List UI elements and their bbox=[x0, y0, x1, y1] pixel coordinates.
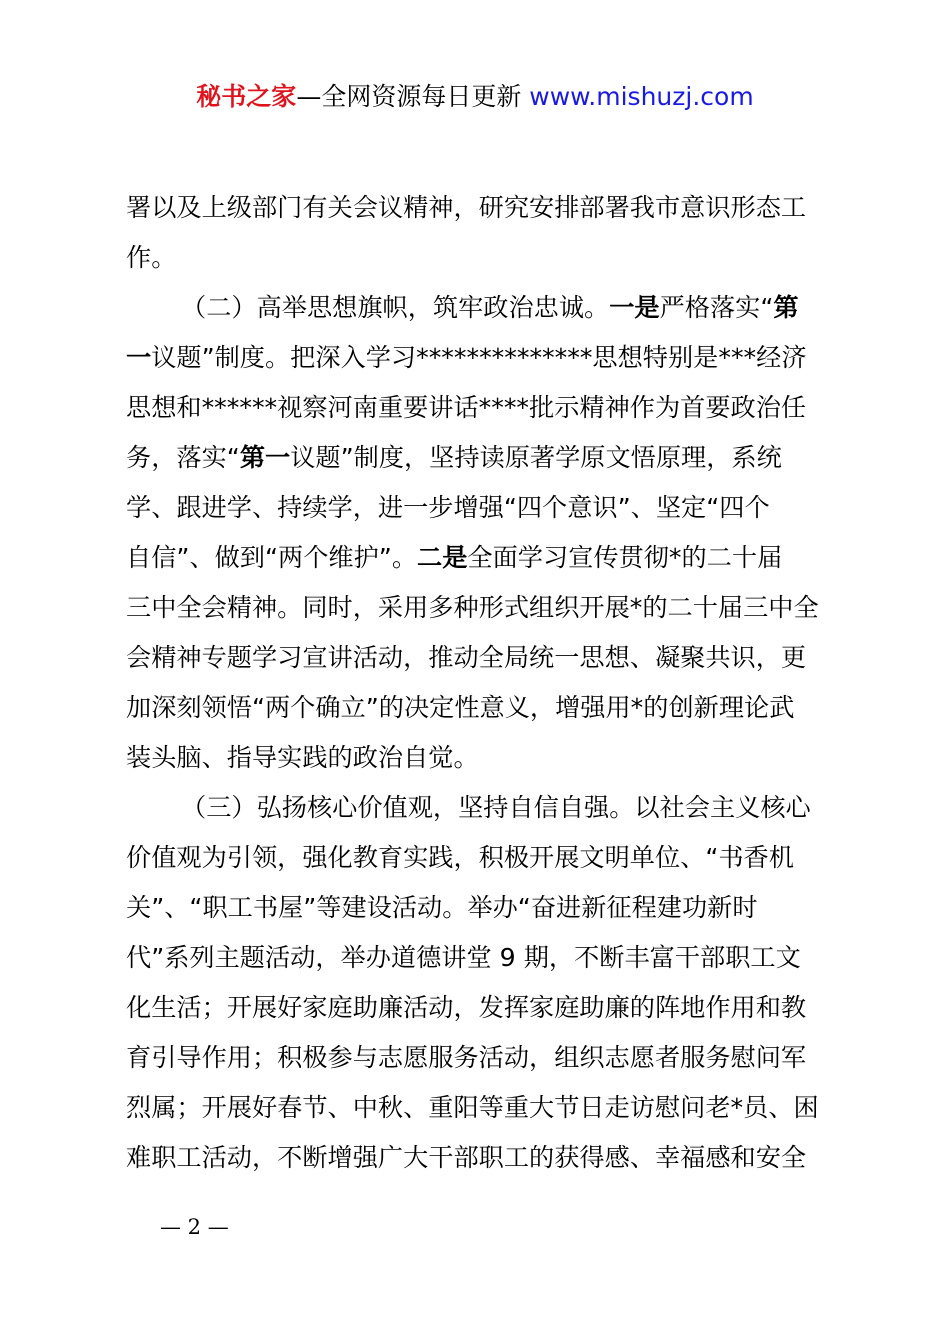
text-line bbox=[126, 283, 832, 333]
text-line bbox=[126, 1083, 832, 1133]
text-line bbox=[126, 1133, 832, 1183]
text-line bbox=[126, 183, 832, 233]
text-segment: 育引导作用；积极参与志愿服务活动，组织志愿者服务慰问军 bbox=[126, 1043, 807, 1072]
bold-text: 一是 bbox=[609, 293, 660, 322]
text-line bbox=[126, 483, 832, 533]
site-header bbox=[0, 80, 950, 114]
text-line bbox=[126, 683, 832, 733]
text-segment: 价值观为引领，强化教育实践，积极开展文明单位、“书香机 bbox=[126, 843, 794, 872]
text-segment: 署以及上级部门有关会议精神，研究安排部署我市意识形态工 bbox=[126, 193, 807, 222]
text-line bbox=[126, 733, 832, 783]
text-line bbox=[126, 883, 832, 933]
text-segment: 三中全会精神。同时，采用多种形式组织开展*的二十届三中全 bbox=[126, 593, 819, 622]
text-line bbox=[126, 783, 832, 833]
text-line bbox=[126, 433, 832, 483]
bold-text: 一 bbox=[126, 343, 152, 372]
text-segment: 会精神专题学习宣讲活动，推动全局统一思想、凝聚共识，更 bbox=[126, 643, 807, 672]
text-segment: 加深刻领悟“两个确立”的决定性意义，增强用*的创新理论武 bbox=[126, 693, 795, 722]
text-line bbox=[126, 333, 832, 383]
text-segment: 务，落实“ bbox=[126, 443, 240, 472]
site-brand: 秘书之家 bbox=[196, 82, 297, 111]
text-segment: 思想和******视察河南重要讲话****批示精神作为首要政治任 bbox=[126, 393, 807, 422]
text-line bbox=[126, 833, 832, 883]
text-line bbox=[126, 383, 832, 433]
text-line bbox=[126, 1033, 832, 1083]
text-segment: 装头脑、指导实践的政治自觉。 bbox=[126, 743, 479, 772]
text-line bbox=[126, 583, 832, 633]
bold-text: 第 bbox=[773, 293, 799, 322]
text-segment: 自信”、做到“两个维护”。 bbox=[126, 543, 418, 572]
page-number: — 2 — bbox=[160, 1215, 229, 1239]
text-segment: 学、跟进学、持续学，进一步增强“四个意识”、坚定“四个 bbox=[126, 493, 770, 522]
text-segment: 议题”制度。把深入学习**************思想特别是***经济 bbox=[151, 343, 807, 372]
text-segment: 全面学习宣传贯彻*的二十届 bbox=[467, 543, 783, 572]
text-segment: 烈属；开展好春节、中秋、重阳等重大节日走访慰问老*员、困 bbox=[126, 1093, 819, 1122]
text-segment: 关”、“职工书屋”等建设活动。举办“奋进新征程建功新时 bbox=[126, 893, 758, 922]
text-segment: 议题”制度，坚持读原著学原文悟原理，系统 bbox=[290, 443, 782, 472]
site-tagline: —全网资源每日更新 bbox=[296, 82, 530, 111]
text-segment: 代”系列主题活动，举办道德讲堂 9 期，不断丰富干部职工文 bbox=[126, 943, 801, 972]
text-line bbox=[126, 533, 832, 583]
text-line bbox=[126, 233, 832, 283]
bold-text: 二是 bbox=[417, 543, 468, 572]
text-line bbox=[126, 933, 832, 983]
text-segment: （二）高举思想旗帜，筑牢政治忠诚。 bbox=[181, 293, 610, 322]
text-line bbox=[126, 633, 832, 683]
text-segment: 化生活；开展好家庭助廉活动，发挥家庭助廉的阵地作用和教 bbox=[126, 993, 807, 1022]
text-segment: 作。 bbox=[126, 243, 177, 272]
bold-text: 第一 bbox=[239, 443, 291, 472]
text-segment: 严格落实“ bbox=[659, 293, 774, 322]
text-line bbox=[126, 983, 832, 1033]
text-segment: 难职工活动，不断增强广大干部职工的获得感、幸福感和安全 bbox=[126, 1143, 807, 1172]
site-url-link[interactable]: www.mishuzj.com bbox=[529, 82, 754, 111]
document-body bbox=[126, 183, 832, 1183]
text-segment: （三）弘扬核心价值观，坚持自信自强。以社会主义核心 bbox=[181, 793, 811, 822]
